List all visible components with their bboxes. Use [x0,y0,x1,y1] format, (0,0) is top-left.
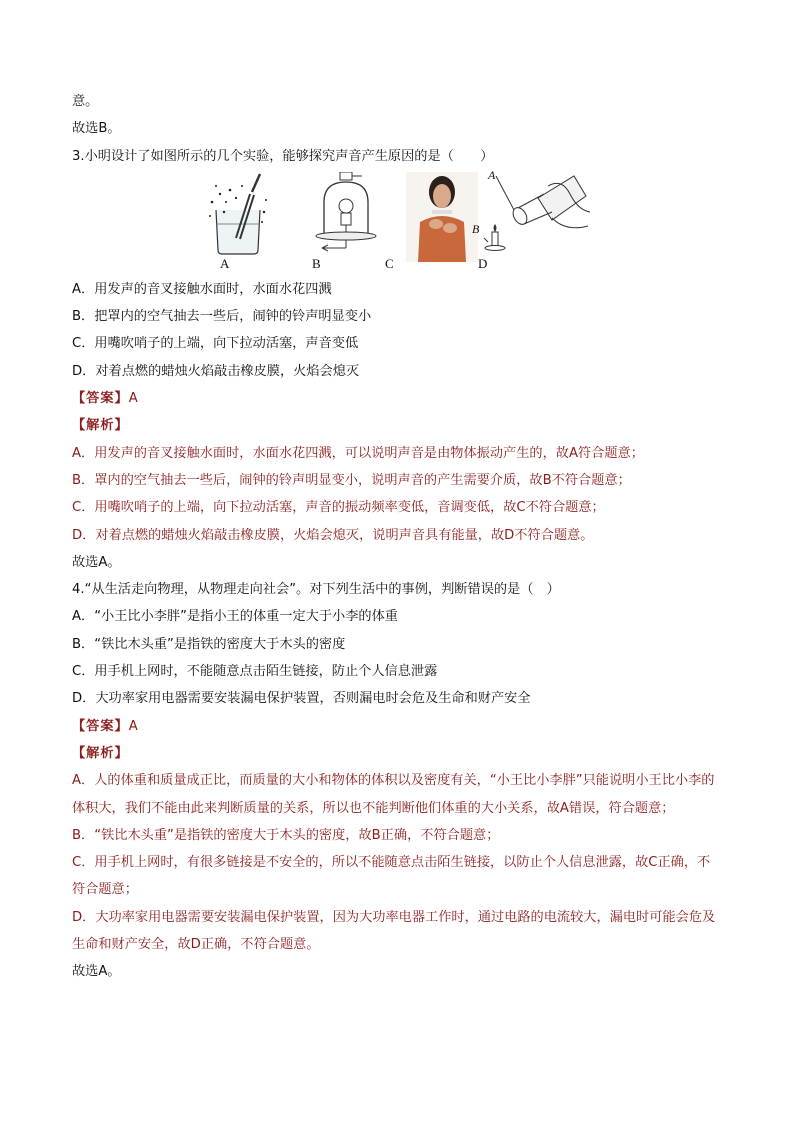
answer-value: A [128,391,138,407]
membrane-candle-figure [482,172,592,256]
answer-tag: 【答案】 [72,391,129,407]
q3-answer [72,385,722,412]
q4-analysis-c: C．用手机上网时，有很多链接是不安全的，所以不能随意点击陌生链接，以防止个人信息泄露，故C正确，不符合题意； [72,855,711,898]
q3-analysis-a: A．用发声的音叉接触水面时，水面水花四溅，可以说明声音是由物体振动产生的，故A符合题意； [72,445,644,461]
figure-label-d: D [478,255,488,271]
q3-option-c: C．用嘴吹哨子的上端，向下拉动活塞，声音变低 [72,336,359,352]
q4-analysis-tag: 【解析】 [72,745,129,761]
q4-option-b: B．“铁比木头重”是指铁的密度大于木头的密度 [72,636,346,652]
q4-option-a: A．“小王比小李胖”是指小王的体重一定大于小李的体重 [72,609,398,625]
person-whistle-figure [406,172,478,262]
bell-jar-alarm-figure [310,172,380,256]
q3-analysis-tag: 【解析】 [72,418,129,434]
q4-option-d: D．大功率家用电器需要安装漏电保护装置，否则漏电时会危及生命和财产安全 [72,691,531,707]
q3-answer-choice: 故选A。 [72,554,121,570]
q3-analysis-d: D．对着点燃的蜡烛火焰敲击橡皮膜，火焰会熄灭，说明声音具有能量，故D不符合题意。 [72,527,594,543]
q4-answer-choice: 故选A。 [72,964,121,980]
answer-tag: 【答案】 [72,718,129,734]
document-page [72,88,722,986]
q4-analysis-a: A．人的体重和质量成正比，而质量的大小和物体的体积以及密度有关，“小王比小李胖”只能说明小王比小李的体积大，我们不能由此来判断质量的关系，所以也不能判断他们体重的大小关系，故A错误，符合题意； [72,773,715,816]
question-3-stem: 3.小明设计了如图所示的几个实验，能够探究声音产生原因的是（ ） [72,148,494,164]
q3-option-b: B．把罩内的空气抽去一些后，闹钟的铃声明显变小 [72,309,372,325]
q3-option-d: D．对着点燃的蜡烛火焰敲击橡皮膜，火焰会熄灭 [72,363,360,379]
figure-mark-b: B [472,221,480,236]
question-4-stem: 4.“从生活走向物理，从物理走向社会”。对下列生活中的事例，判断错误的是（ ） [72,582,560,598]
question-3-figures [72,167,722,276]
q4-analysis-b: B．“铁比木头重”是指铁的密度大于木头的密度，故B正确，不符合题意； [72,827,500,843]
q4-answer [72,713,722,740]
figure-label-a: A [220,255,230,271]
figure-label-c: C [385,255,394,271]
tuning-fork-water-figure [206,172,270,256]
figure-mark-a: A [488,167,496,182]
q4-analysis-d: D．大功率家用电器需要安装漏电保护装置，因为大功率电器工作时，通过电路的电流较大，漏电时可能会危及生命和财产安全，故D正确，不符合题意。 [72,909,716,953]
q3-option-a: A．用发声的音叉接触水面时，水面水花四溅 [72,281,332,297]
q4-option-c: C．用手机上网时，不能随意点击陌生链接，防止个人信息泄露 [72,664,438,680]
previous-answer-choice: 故选B。 [72,121,121,137]
q3-analysis-c: C．用嘴吹哨子的上端，向下拉动活塞，声音的振动频率变低，音调变低，故C不符合题意； [72,500,605,516]
q3-analysis-b: B．罩内的空气抽去一些后，闹钟的铃声明显变小，说明声音的产生需要介质，故B不符合题意； [72,472,631,488]
answer-value: A [128,718,138,734]
continued-text: 意。 [72,94,99,109]
figure-label-b: B [312,255,321,271]
